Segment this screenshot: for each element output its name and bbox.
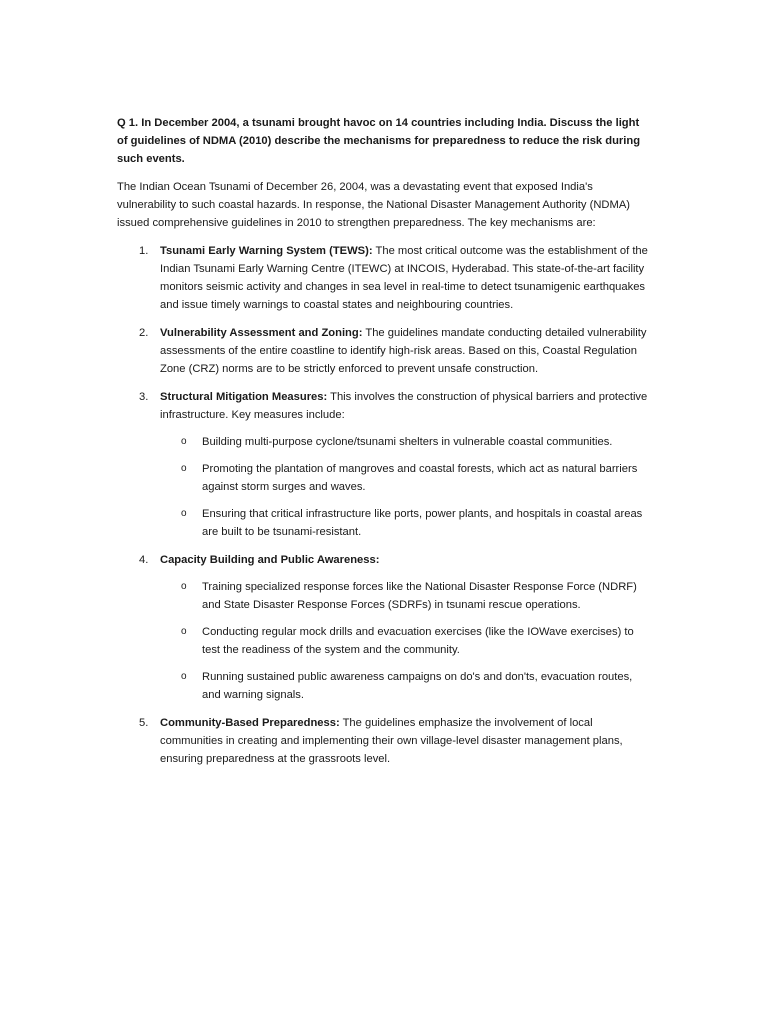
item-number: 5. — [139, 717, 149, 729]
item-term: Capacity Building and Public Awareness: — [160, 554, 380, 566]
item-number: 3. — [139, 391, 149, 403]
list-item-community — [117, 714, 648, 768]
sub-list — [160, 433, 648, 541]
item-term: Community-Based Preparedness: — [160, 717, 340, 729]
mechanisms-list — [117, 242, 648, 768]
hollow-bullet-icon: o — [181, 436, 187, 447]
sub-item-text: Running sustained public awareness campaigns on do's and don'ts, evacuation routes, and warning signals. — [202, 671, 633, 701]
hollow-bullet-icon: o — [181, 508, 187, 519]
hollow-bullet-icon: o — [181, 671, 187, 682]
sub-item-text: Building multi-purpose cyclone/tsunami shelters in vulnerable coastal communities. — [202, 436, 613, 448]
sub-item — [160, 505, 648, 541]
sub-item — [160, 668, 648, 704]
item-text: The guidelines mandate conducting detailed vulnerability assessments of the entire coastline to identify high-risk areas. Based on this, Coastal Regulation Zone (CRZ) norms are to be strictly enforced to prevent unsafe construction. — [160, 327, 647, 375]
item-number: 2. — [139, 327, 149, 339]
hollow-bullet-icon: o — [181, 626, 187, 637]
item-term: Vulnerability Assessment and Zoning: — [160, 327, 363, 339]
item-number: 1. — [139, 245, 149, 257]
item-number: 4. — [139, 554, 149, 566]
item-text: This involves the construction of physical barriers and protective infrastructure. Key measures include: — [160, 391, 648, 421]
item-text: The most critical outcome was the establishment of the Indian Tsunami Early Warning Centre (ITEWC) at INCOIS, Hyderabad. This state-of-the-art facility monitors seismic activity and changes in sea level in real-time to detect tsunamigenic earthquakes and issue timely warnings to coastal states and neighbouring countries. — [160, 245, 648, 311]
intro-paragraph: The Indian Ocean Tsunami of December 26, 2004, was a devastating event that exposed India's vulnerability to such coastal hazards. In response, the National Disaster Management Authority (NDMA) issued comprehensive guidelines in 2010 to strengthen preparedness. The key mechanisms are: — [117, 181, 631, 229]
item-text: The guidelines emphasize the involvement of local communities in creating and implementing their own village-level disaster management plans, ensuring preparedness at the grassroots level. — [160, 717, 623, 765]
item-term: Structural Mitigation Measures: — [160, 391, 328, 403]
list-item-tews — [117, 242, 648, 314]
sub-item — [160, 623, 648, 659]
list-item-vulnerability — [117, 324, 648, 378]
item-term: Tsunami Early Warning System (TEWS): — [160, 245, 373, 257]
list-item-structural — [117, 388, 648, 541]
question-heading: Q 1. In December 2004, a tsunami brought havoc on 14 countries including India. Discuss the light of guidelines of NDMA (2010) describe the mechanisms for preparedness to reduce the risk during such events. — [117, 117, 641, 165]
sub-item-text: Training specialized response forces like the National Disaster Response Force (NDRF) and State Disaster Response Forces (SDRFs) in tsunami rescue operations. — [202, 581, 637, 611]
sub-item-text: Ensuring that critical infrastructure like ports, power plants, and hospitals in coastal areas are built to be tsunami-resistant. — [202, 508, 643, 538]
sub-item — [160, 433, 648, 451]
sub-item-text: Conducting regular mock drills and evacuation exercises (like the IOWave exercises) to test the readiness of the system and the community. — [202, 626, 634, 656]
sub-item-text: Promoting the plantation of mangroves and coastal forests, which act as natural barriers against storm surges and waves. — [202, 463, 638, 493]
hollow-bullet-icon: o — [181, 581, 187, 592]
sub-item — [160, 578, 648, 614]
hollow-bullet-icon: o — [181, 463, 187, 474]
list-item-capacity — [117, 551, 648, 704]
sub-item — [160, 460, 648, 496]
sub-list — [160, 578, 648, 704]
